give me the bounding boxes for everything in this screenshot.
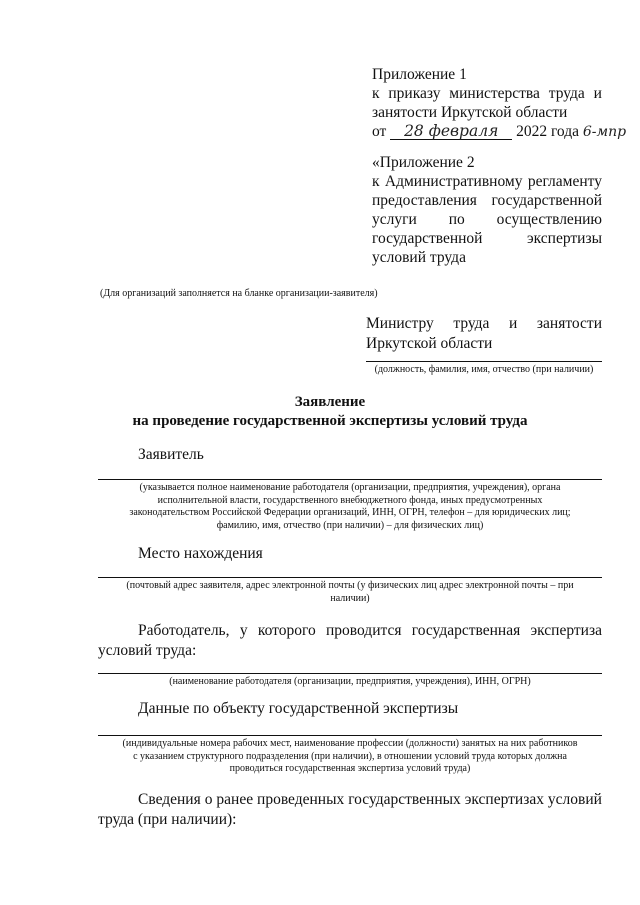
- appendix-1-date-line: [372, 122, 627, 142]
- object-data-label: Данные по объекту государственной экспертизы: [138, 700, 459, 717]
- caption-line: исполнительной власти, государственного внебюджетного фонда, иных предусмотренных: [157, 494, 543, 506]
- letterhead-note: (Для организаций заполняется на бланке организации-заявителя): [100, 288, 378, 299]
- word: экспертизах: [464, 791, 544, 808]
- word: услуги: [372, 211, 417, 228]
- word: регламенту: [527, 173, 602, 190]
- word: которого: [257, 622, 316, 639]
- employer-line: условий труда:: [98, 642, 197, 659]
- handwritten-date: 28 февраля: [390, 124, 512, 140]
- appendix-2-line: условий труда: [372, 249, 466, 266]
- addressee-rule: [366, 361, 602, 362]
- caption-line: (указывается полное наименование работодателя (организации, предприятия, учреждения), органа: [139, 482, 561, 493]
- document-title: [60, 393, 600, 431]
- word: по: [448, 211, 465, 228]
- caption-line: фамилию, имя, отчество (при наличии) – для физических лиц): [216, 519, 484, 531]
- word: труда: [453, 315, 490, 332]
- word: условий: [547, 791, 602, 808]
- object-data-caption: [98, 738, 602, 776]
- date-year: 2022 года: [516, 123, 579, 140]
- caption-line: (почтовый адрес заявителя, адрес электронной почты (у физических лиц адрес электронной почты – при: [126, 580, 574, 591]
- caption-line: проводиться государственная экспертиза условий труда): [229, 763, 471, 774]
- addressee-line: Иркутской области: [366, 335, 493, 352]
- title-line: на проведение государственной экспертизы условий труда: [132, 413, 528, 429]
- appendix-1-order-line: [372, 84, 602, 103]
- word: о: [204, 791, 213, 808]
- object-data-rule: [98, 735, 602, 736]
- word: к: [372, 85, 380, 102]
- previous-line: труда (при наличии):: [98, 811, 237, 828]
- word: государственной: [372, 230, 483, 247]
- word: осуществлению: [496, 211, 602, 228]
- addressee-caption: (должность, фамилия, имя, отчество (при наличии): [374, 364, 594, 375]
- word: проводится: [326, 622, 402, 639]
- word: Работодатель,: [138, 622, 230, 639]
- word: и: [593, 85, 602, 102]
- appendix-2-line: [372, 191, 602, 210]
- location-label: Место нахождения: [138, 545, 263, 562]
- addressee-line: [366, 314, 602, 334]
- caption-line: наличии): [330, 592, 370, 604]
- previous-expertise-block: [98, 790, 602, 830]
- word: Министру: [366, 315, 434, 332]
- applicant-caption: [98, 482, 602, 532]
- applicant-label: Заявитель: [138, 446, 204, 463]
- appendix-2-line: [372, 172, 602, 191]
- caption-line: с указанием структурного подразделения (при наличии), в отношении условий труда которых должна: [133, 750, 567, 762]
- caption-line: (индивидуальные номера рабочих мест, наименование профессии (должности) занятых на них работников: [122, 738, 578, 749]
- previous-line: [98, 790, 602, 810]
- caption-line: законодательством Российской Федерации организаций, ИНН, ОГРН, телефон – для юридических лиц;: [129, 507, 571, 518]
- word: министерства: [449, 85, 540, 102]
- employer-line: [98, 621, 602, 641]
- employer-rule: [98, 673, 602, 674]
- location-caption: [98, 580, 602, 605]
- word: государственная: [411, 622, 521, 639]
- word: Административному: [384, 173, 523, 190]
- word: государственных: [348, 791, 461, 808]
- appendix-1-title: Приложение 1: [372, 66, 467, 83]
- handwritten-number: 6-мпр: [582, 124, 627, 140]
- word: государственной: [491, 192, 602, 209]
- location-rule: [98, 577, 602, 578]
- word: у: [239, 622, 248, 639]
- word: экспертиза: [530, 622, 602, 639]
- appendix-2-title: «Приложение 2: [372, 154, 475, 171]
- word: предоставления: [372, 192, 477, 209]
- word: проведенных: [257, 791, 345, 808]
- word: ранее: [216, 791, 254, 808]
- employer-block: [98, 621, 602, 661]
- word: и: [509, 315, 518, 332]
- word: приказу: [388, 85, 441, 102]
- appendix-2-block: [372, 153, 602, 267]
- word: Сведения: [138, 791, 201, 808]
- date-prefix: от: [372, 123, 387, 140]
- word: к: [372, 173, 380, 190]
- word: занятости: [536, 315, 602, 332]
- word: экспертизы: [526, 230, 602, 247]
- appendix-2-line: [372, 210, 602, 229]
- addressee-block: [366, 314, 602, 354]
- applicant-rule: [98, 479, 602, 480]
- word: труда: [548, 85, 585, 102]
- appendix-1-block: [372, 65, 627, 142]
- employer-caption: (наименование работодателя (организации, предприятия, учреждения), ИНН, ОГРН): [169, 676, 531, 687]
- title-line: Заявление: [294, 394, 366, 410]
- appendix-1-ministry-line: занятости Иркутской области: [372, 104, 568, 121]
- appendix-2-line: [372, 229, 602, 248]
